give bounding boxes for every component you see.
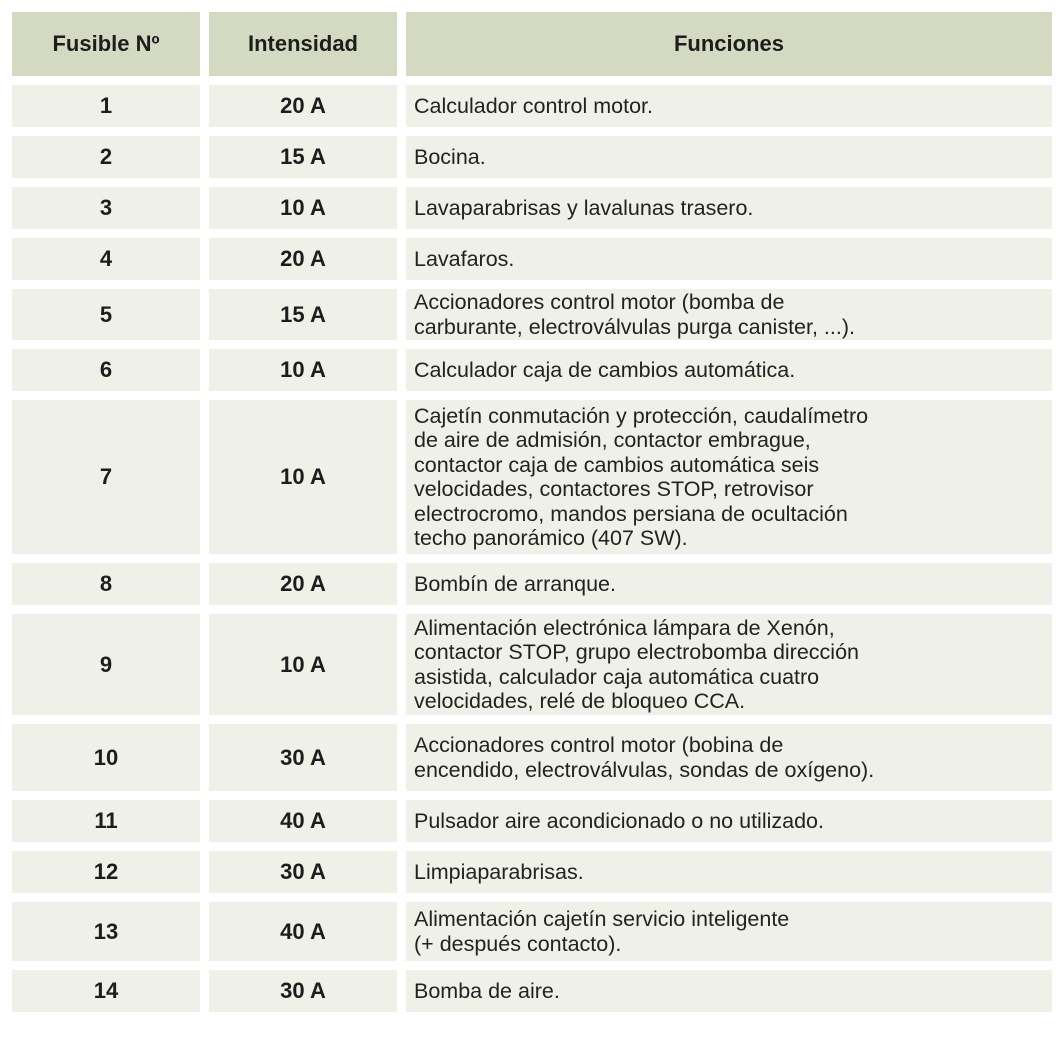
fuse-function-cell: Alimentación electrónica lámpara de Xenón, contactor STOP, grupo electrobomba dirección asistida, calculador caja automática cuatro velocidades, relé de bloqueo CCA. — [406, 614, 1052, 715]
fuse-number-cell: 9 — [12, 614, 200, 715]
fuse-function-cell: Bocina. — [406, 136, 1052, 178]
fuse-table — [12, 12, 1052, 1012]
fuse-function-cell: Calculador caja de cambios automática. — [406, 349, 1052, 391]
fuse-function-cell: Bomba de aire. — [406, 970, 1052, 1012]
fuse-current-cell: 40 A — [209, 800, 397, 842]
fuse-number-cell: 11 — [12, 800, 200, 842]
header-functions: Funciones — [406, 12, 1052, 76]
fuse-current-cell: 20 A — [209, 85, 397, 127]
fuse-function-cell: Calculador control motor. — [406, 85, 1052, 127]
fuse-current-cell: 10 A — [209, 349, 397, 391]
fuse-current-cell: 15 A — [209, 289, 397, 340]
fuse-number-cell: 4 — [12, 238, 200, 280]
fuse-number-cell: 7 — [12, 400, 200, 554]
fuse-number-cell: 10 — [12, 724, 200, 791]
fuse-function-cell: Pulsador aire acondicionado o no utilizado. — [406, 800, 1052, 842]
fuse-function-cell: Bombín de arranque. — [406, 563, 1052, 605]
fuse-current-cell: 30 A — [209, 724, 397, 791]
fuse-function-cell: Cajetín conmutación y protección, caudalímetro de aire de admisión, contactor embrague, contactor caja de cambios automática seis velocidades, contactores STOP, retrovisor electrocromo, mandos persiana de ocultación techo panorámico (407 SW). — [406, 400, 1052, 554]
fuse-number-cell: 6 — [12, 349, 200, 391]
fuse-current-cell: 30 A — [209, 970, 397, 1012]
header-current: Intensidad — [209, 12, 397, 76]
fuse-current-cell: 20 A — [209, 238, 397, 280]
fuse-function-cell: Alimentación cajetín servicio inteligente (+ después contacto). — [406, 902, 1052, 961]
fuse-current-cell: 30 A — [209, 851, 397, 893]
fuse-number-cell: 12 — [12, 851, 200, 893]
fuse-number-cell: 5 — [12, 289, 200, 340]
fuse-function-cell: Lavafaros. — [406, 238, 1052, 280]
fuse-number-cell: 8 — [12, 563, 200, 605]
fuse-number-cell: 1 — [12, 85, 200, 127]
fuse-current-cell: 10 A — [209, 400, 397, 554]
fuse-function-cell: Lavaparabrisas y lavalunas trasero. — [406, 187, 1052, 229]
fuse-current-cell: 10 A — [209, 187, 397, 229]
fuse-number-cell: 2 — [12, 136, 200, 178]
fuse-current-cell: 20 A — [209, 563, 397, 605]
header-fuse-number: Fusible Nº — [12, 12, 200, 76]
fuse-function-cell: Accionadores control motor (bobina de encendido, electroválvulas, sondas de oxígeno). — [406, 724, 1052, 791]
fuse-number-cell: 13 — [12, 902, 200, 961]
fuse-function-cell: Accionadores control motor (bomba de carburante, electroválvulas purga canister, ...). — [406, 289, 1052, 340]
fuse-number-cell: 3 — [12, 187, 200, 229]
fuse-function-cell: Limpiaparabrisas. — [406, 851, 1052, 893]
fuse-number-cell: 14 — [12, 970, 200, 1012]
fuse-current-cell: 10 A — [209, 614, 397, 715]
fuse-current-cell: 15 A — [209, 136, 397, 178]
fuse-current-cell: 40 A — [209, 902, 397, 961]
